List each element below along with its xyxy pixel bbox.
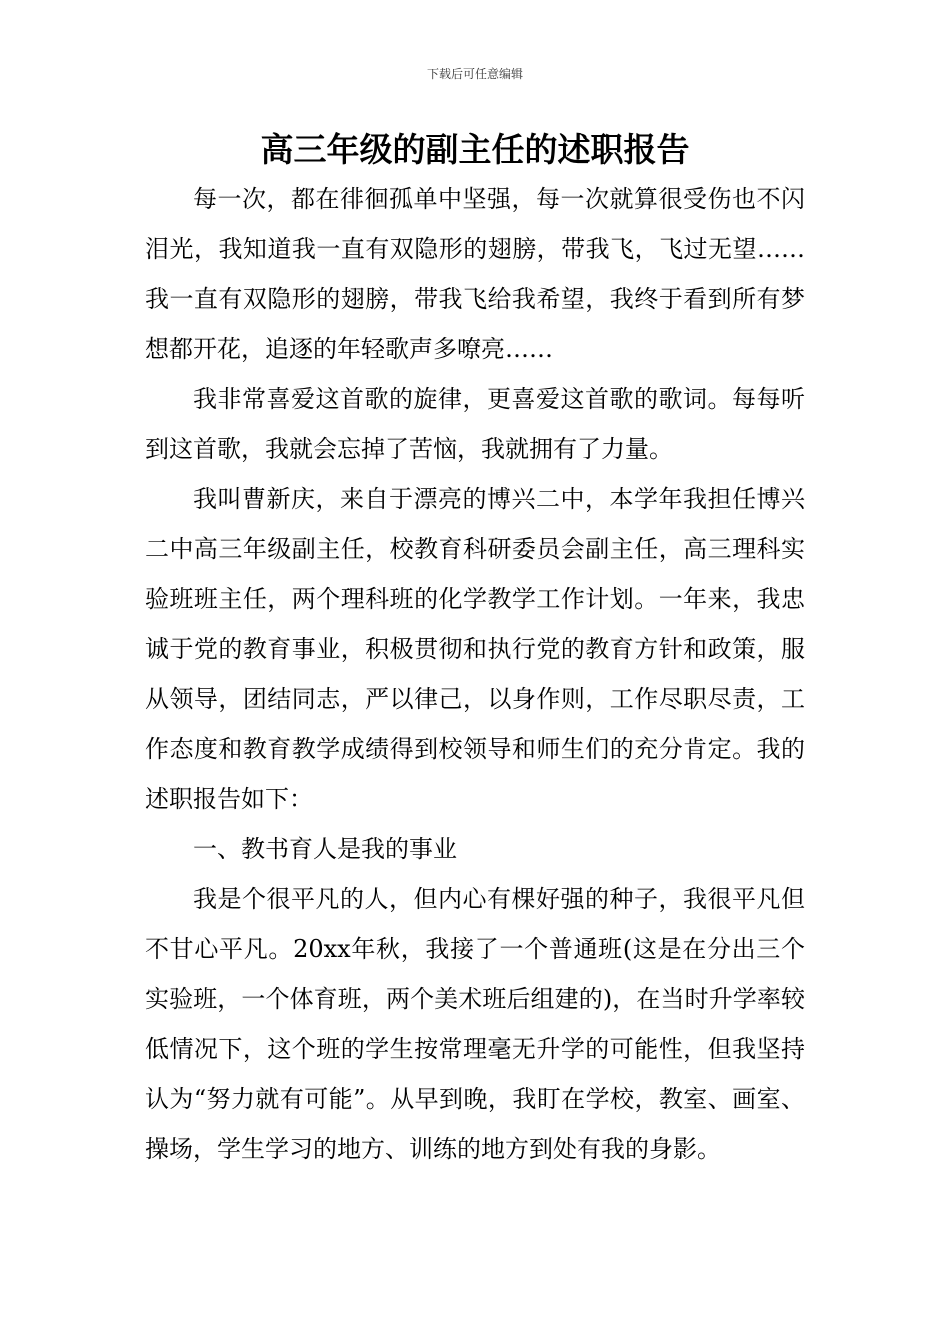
section-heading-1: 一、教书育人是我的事业 bbox=[193, 835, 457, 863]
paragraph-lyrics: 每一次，都在徘徊孤单中坚强，每一次就算很受伤也不闪泪光，我知道我一直有双隐形的翅膀，带我飞，飞过无望……我一直有双隐形的翅膀，带我飞给我希望，我终于看到所有梦想都开花，追逐的年轻歌声多嘹亮…… bbox=[145, 185, 805, 363]
document-body bbox=[145, 174, 805, 1174]
paragraph-teaching: 我是个很平凡的人，但内心有棵好强的种子，我很平凡但不甘心平凡。20xx年秋，我接了一个普通班(这是在分出三个实验班，一个体育班，两个美术班后组建的)，在当时升学率较低情况下，这个班的学生按常理毫无升学的可能性，但我坚持认为“努力就有可能”。从早到晚，我盯在学校，教室、画室、操场，学生学习的地方、训练的地方到处有我的身影。 bbox=[145, 885, 805, 1163]
paragraph-introduction: 我叫曹新庆，来自于漂亮的博兴二中，本学年我担任博兴二中高三年级副主任，校教育科研委员会副主任，高三理科实验班班主任，两个理科班的化学教学工作计划。一年来，我忠诚于党的教育事业，积极贯彻和执行党的教育方针和政策，服从领导，团结同志，严以律己，以身作则，工作尽职尽责，工作态度和教育教学成绩得到校领导和师生们的充分肯定。我的述职报告如下： bbox=[145, 485, 805, 813]
document-title: 高三年级的副主任的述职报告 bbox=[260, 130, 690, 169]
paragraph-song-love: 我非常喜爱这首歌的旋律，更喜爱这首歌的歌词。每每听到这首歌，我就会忘掉了苦恼，我就拥有了力量。 bbox=[145, 385, 805, 463]
header-note: 下载后可任意编辑 bbox=[426, 67, 523, 81]
